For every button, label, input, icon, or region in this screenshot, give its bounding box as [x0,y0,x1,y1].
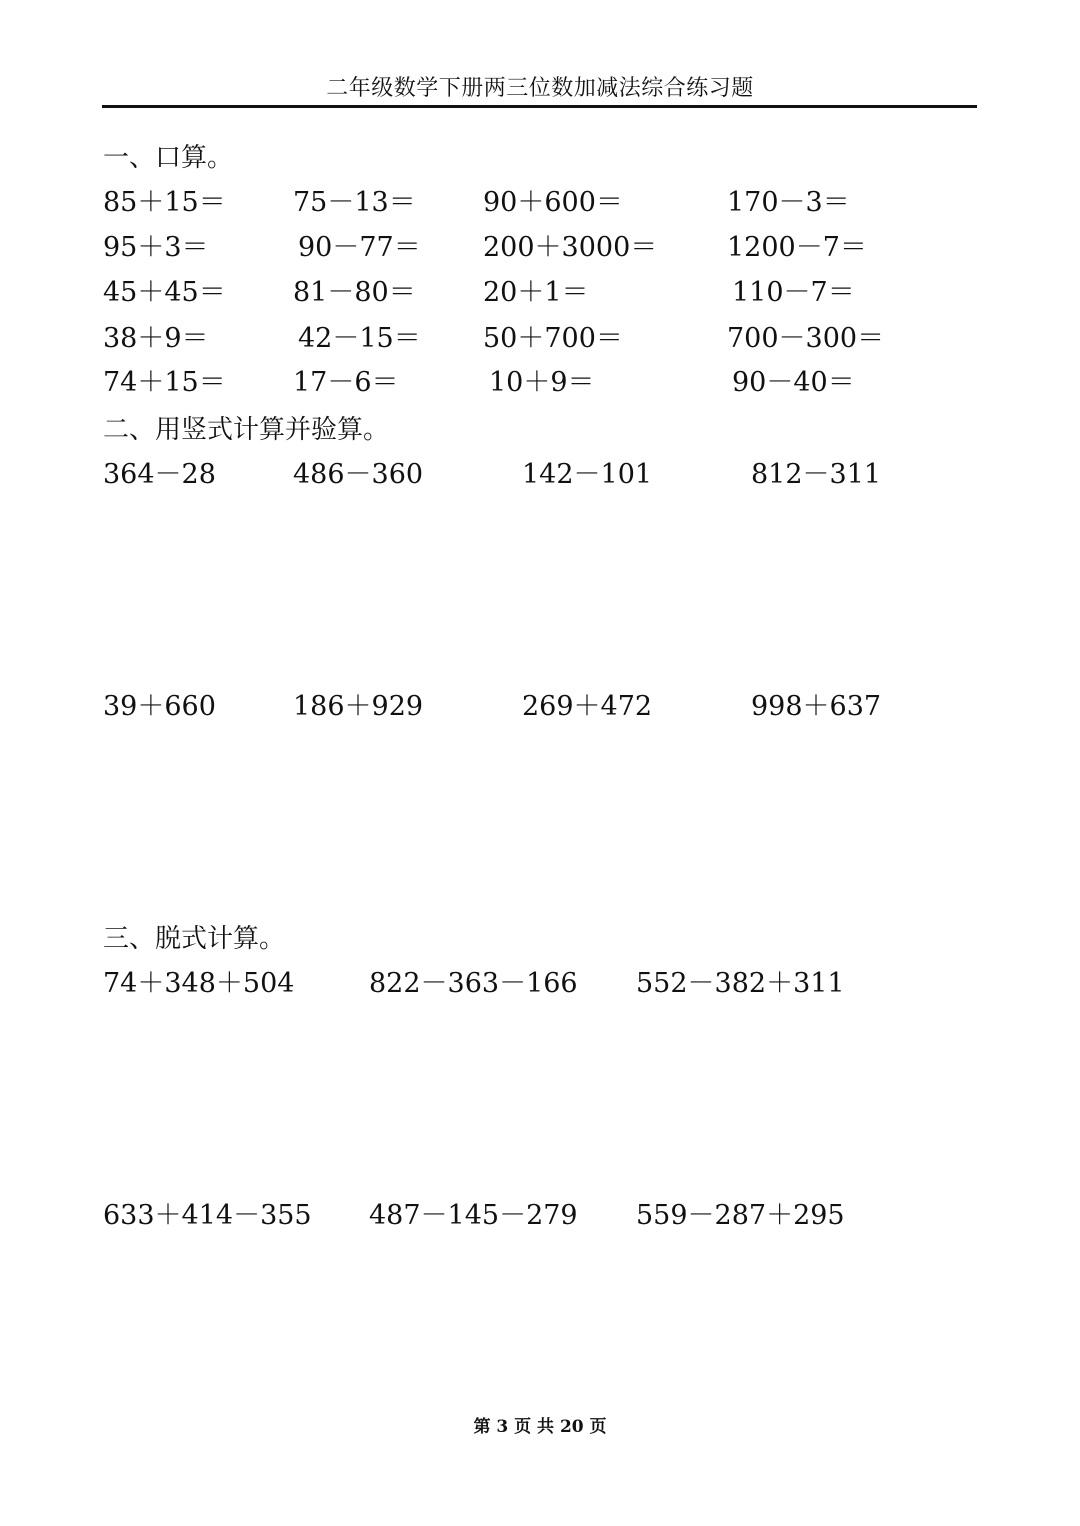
oral-problem: 85＋15＝ [103,187,226,218]
oral-problem: 200＋3000＝ [483,232,658,263]
oral-problem: 90＋600＝ [483,187,623,218]
oral-problem: 42－15＝ [298,323,421,354]
stepwise-problem: 822－363－166 [369,968,578,999]
oral-problem: 74＋15＝ [103,367,226,398]
section-2-heading: 二、用竖式计算并验算。 [103,415,390,445]
oral-problem: 110－7＝ [732,277,855,308]
oral-problem: 20＋1＝ [483,277,589,308]
oral-problem: 95＋3＝ [103,232,209,263]
oral-problem: 170－3＝ [727,187,850,218]
oral-problem: 10＋9＝ [489,367,595,398]
vertical-problem: 39＋660 [103,691,216,722]
stepwise-problem: 487－145－279 [369,1200,578,1231]
stepwise-problem: 559－287＋295 [636,1200,845,1231]
vertical-problem: 364－28 [103,459,216,490]
vertical-problem: 998＋637 [751,691,882,722]
stepwise-problem: 552－382＋311 [636,968,845,999]
header-divider [102,105,977,108]
page-number: 第 3 页 共 20 页 [473,1417,607,1437]
stepwise-problem: 74＋348＋504 [103,968,295,999]
section-3-heading: 三、脱式计算。 [103,924,286,954]
vertical-problem: 269＋472 [522,691,653,722]
vertical-problem: 186＋929 [293,691,424,722]
oral-problem: 50＋700＝ [483,323,623,354]
oral-problem: 90－40＝ [732,367,855,398]
vertical-problem: 812－311 [751,459,882,490]
oral-problem: 700－300＝ [727,323,885,354]
oral-problem: 75－13＝ [293,187,416,218]
oral-problem: 38＋9＝ [103,323,209,354]
vertical-problem: 142－101 [522,459,653,490]
oral-problem: 45＋45＝ [103,277,226,308]
oral-problem: 90－77＝ [298,232,421,263]
oral-problem: 1200－7＝ [727,232,867,263]
oral-problem: 81－80＝ [293,277,416,308]
page-header-title: 二年级数学下册两三位数加减法综合练习题 [326,76,754,101]
oral-problem: 17－6＝ [293,367,399,398]
vertical-problem: 486－360 [293,459,424,490]
section-1-heading: 一、口算。 [103,143,234,173]
stepwise-problem: 633＋414－355 [103,1200,312,1231]
